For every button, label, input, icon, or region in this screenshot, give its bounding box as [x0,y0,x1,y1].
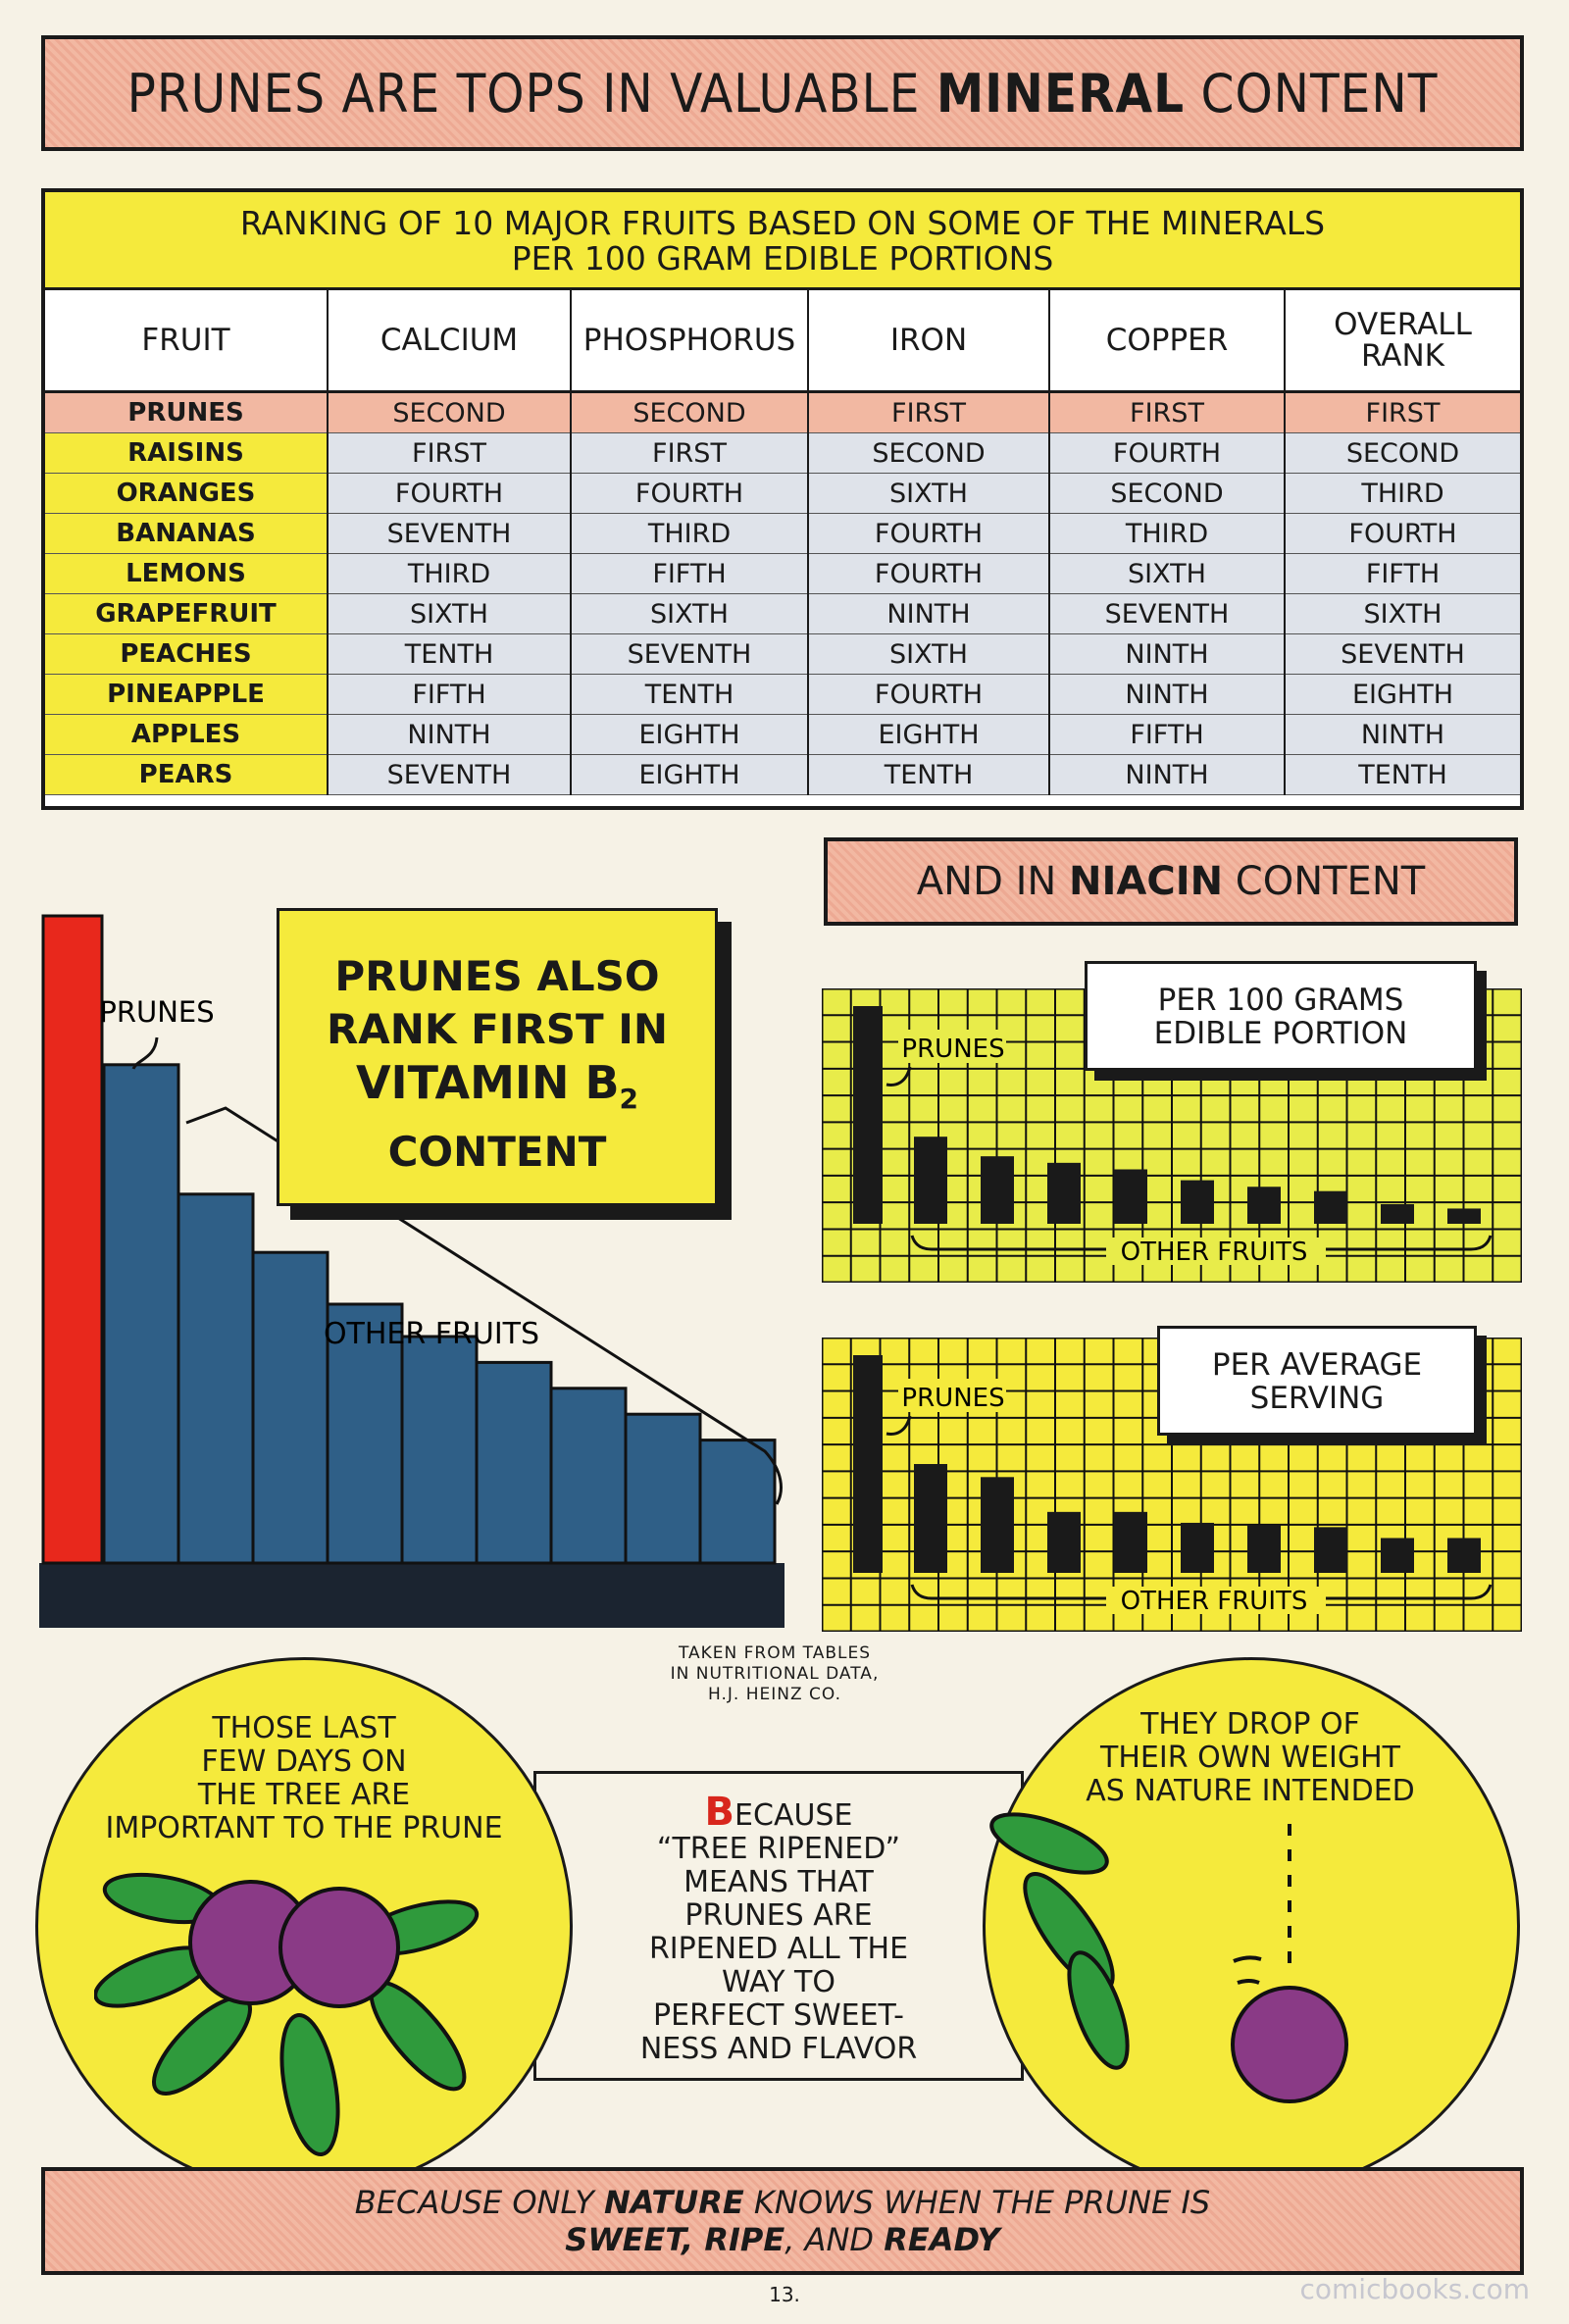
ranking-table [41,188,1524,810]
rank-cell: FOURTH [808,514,1049,554]
bar-prunes [43,916,102,1563]
footer-text: , AND [784,2221,885,2258]
bar-other-fruit [914,1137,947,1224]
niacin-text-end: CONTENT [1223,859,1426,904]
rank-cell: THIRD [1285,474,1520,514]
bubble-line: FEW DAYS ON [201,1744,407,1779]
source-note [628,1643,922,1705]
rank-cell: FIFTH [571,554,808,594]
rank-cell: TENTH [1285,755,1520,795]
b2-callout [277,908,718,1206]
bar-other-fruit [1181,1181,1214,1224]
rank-cell: NINTH [1049,675,1285,715]
rank-cell: FOURTH [1285,514,1520,554]
rank-cell: SEVENTH [328,514,571,554]
bar-other-fruit [914,1464,947,1573]
bar-prunes [853,1355,883,1573]
page-number: 13. [769,2283,800,2306]
chart-title: PER AVERAGE SERVING [1211,1347,1423,1416]
label-prunes: PRUNES [99,995,215,1029]
rank-cell: FIRST [1285,392,1520,433]
drop-cap: B [704,1790,735,1835]
rank-cell: NINTH [328,715,571,755]
niacin-label-serving [1157,1326,1477,1436]
rank-cell: THIRD [328,554,571,594]
rank-cell: SIXTH [571,594,808,634]
footer-bold: SWEET, RIPE [565,2221,785,2258]
center-line: MEANS THAT [683,1865,874,1899]
bar-other-fruit [1447,1538,1481,1573]
bar-other-fruit [253,1252,328,1563]
bar-other-fruit [1247,1525,1281,1573]
bar-other-fruit [981,1477,1014,1573]
callout-line: VITAMIN B [355,1056,620,1109]
bubble-line: THOSE LAST [212,1711,396,1745]
label-prunes: PRUNES [901,1035,1005,1064]
table-row [45,554,1520,594]
center-line: PRUNES ARE [684,1898,873,1933]
bubble-line: THE TREE ARE [197,1778,411,1812]
table-row [45,433,1520,474]
footer-line-1 [355,2184,1210,2221]
niacin-text: AND IN [916,859,1070,904]
rank-cell: SECOND [808,433,1049,474]
fruit-cell: PRUNES [45,392,328,433]
rank-cell: THIRD [571,514,808,554]
table-row [45,675,1520,715]
center-line: RIPENED ALL THE [648,1932,909,1966]
rank-cell: FOURTH [571,474,808,514]
chart-title: PER 100 GRAMS EDIBLE PORTION [1153,983,1408,1051]
rank-cell: FIRST [808,392,1049,433]
label-other-fruits: OTHER FRUITS [323,1317,540,1351]
label-prunes: PRUNES [901,1384,1005,1413]
rank-cell: SIXTH [808,634,1049,675]
chart-base [39,1563,784,1628]
bubble-line: THEY DROP OF [1140,1707,1360,1742]
rank-cell: EIGHTH [571,715,808,755]
prunes-on-branch-illustration [94,1849,545,2173]
falling-prune-illustration [981,1804,1392,2128]
table-row [45,594,1520,634]
table-row [45,474,1520,514]
source-line: IN NUTRITIONAL DATA, [670,1664,880,1684]
fruit-cell: BANANAS [45,514,328,554]
bar-other-fruit [1047,1512,1081,1573]
fruit-cell: RAISINS [45,433,328,474]
bar-other-fruit [1114,1512,1147,1573]
rank-cell: FIFTH [1049,715,1285,755]
column-header: COPPER [1049,290,1285,392]
rank-cell: FIRST [571,433,808,474]
center-line: “TREE RIPENED” [656,1832,901,1866]
niacin-bold: NIACIN [1069,859,1224,904]
source-line: H.J. HEINZ CO. [708,1685,841,1704]
rank-cell: SEVENTH [571,634,808,675]
footer-text: KNOWS WHEN THE PRUNE IS [743,2184,1211,2221]
column-header: IRON [808,290,1049,392]
table-row [45,634,1520,675]
rank-cell: FOURTH [808,675,1049,715]
bubble-line: AS NATURE INTENDED [1086,1774,1415,1808]
center-line: WAY TO [721,1965,835,1999]
fruit-cell: PEACHES [45,634,328,675]
bar-other-fruit [178,1194,253,1563]
rank-cell: SEVENTH [1285,634,1520,675]
bubble-line: THEIR OWN WEIGHT [1100,1741,1400,1775]
fruit-cell: GRAPEFRUIT [45,594,328,634]
center-line: PERFECT SWEET- [653,1998,904,2033]
callout-vitamin [279,1056,715,1126]
bar-other-fruit [1114,1170,1147,1225]
fruit-cell: ORANGES [45,474,328,514]
rank-cell: FIFTH [328,675,571,715]
table-caption [45,192,1520,290]
fruit-cell: LEMONS [45,554,328,594]
center-text-box [533,1771,1024,2081]
label-other-fruits: OTHER FRUITS [1120,1587,1308,1616]
rank-cell: NINTH [808,594,1049,634]
niacin-label-100g [1085,961,1477,1071]
column-header: OVERALL RANK [1285,290,1520,392]
bar-other-fruit [1447,1208,1481,1224]
bar-other-fruit [1381,1204,1414,1224]
center-first-line [536,1790,1021,1835]
page-title [127,63,1439,125]
rank-cell: NINTH [1049,755,1285,795]
bar-other-fruit [1314,1191,1347,1224]
footer-text: BECAUSE ONLY [354,2184,604,2221]
source-line: TAKEN FROM TABLES [678,1643,872,1663]
bar-other-fruit [1047,1163,1081,1224]
table-row [45,755,1520,795]
ranking-grid [45,290,1520,795]
rank-cell: SECOND [571,392,808,433]
footer-bold: READY [884,2221,1000,2258]
rank-cell: EIGHTH [571,755,808,795]
rank-cell: EIGHTH [1285,675,1520,715]
header-banner [41,35,1524,151]
bar-other-fruit [477,1362,551,1563]
rank-cell: SIXTH [328,594,571,634]
rank-cell: NINTH [1049,634,1285,675]
center-line: ECAUSE [734,1798,853,1833]
bar-other-fruit [1181,1523,1214,1573]
rank-cell: SEVENTH [328,755,571,795]
label-other-fruits: OTHER FRUITS [1120,1238,1308,1267]
bar-other-fruit [551,1389,626,1563]
bar-other-fruit [1381,1538,1414,1573]
callout-line: RANK FIRST IN [326,1005,669,1053]
bar-other-fruit [626,1414,700,1563]
rank-cell: SECOND [328,392,571,433]
bar-other-fruit [981,1156,1014,1224]
center-line: NESS AND FLAVOR [639,2032,918,2066]
rank-cell: SEVENTH [1049,594,1285,634]
rank-cell: EIGHTH [808,715,1049,755]
rank-cell: FIRST [1049,392,1285,433]
fruit-cell: PEARS [45,755,328,795]
footer-line-2 [565,2221,999,2258]
table-row [45,715,1520,755]
watermark: comicbooks.com [1299,2273,1530,2305]
caption-line: RANKING OF 10 MAJOR FRUITS BASED ON SOME OF THE MINERALS [239,204,1326,242]
rank-cell: SECOND [1285,433,1520,474]
rank-cell: TENTH [328,634,571,675]
fruit-cell: APPLES [45,715,328,755]
niacin-banner [824,837,1518,926]
title-text: PRUNES ARE TOPS IN VALUABLE [127,62,936,125]
rank-cell: TENTH [808,755,1049,795]
rank-cell: SIXTH [1285,594,1520,634]
footer-bold: NATURE [603,2184,744,2221]
rank-cell: SECOND [1049,474,1285,514]
bar-other-fruit [1247,1187,1281,1224]
bar-other-fruit [1314,1527,1347,1573]
callout-line: CONTENT [387,1128,607,1177]
bar-other-fruit [700,1440,775,1563]
fruit-cell: PINEAPPLE [45,675,328,715]
footer-banner [41,2167,1524,2275]
rank-cell: FIFTH [1285,554,1520,594]
bar-other-fruit [104,1065,178,1563]
bar-prunes [853,1006,883,1224]
bubble-line: IMPORTANT TO THE PRUNE [105,1811,503,1845]
rank-cell: FOURTH [1049,433,1285,474]
bar-other-fruit [402,1337,477,1563]
rank-cell: TENTH [571,675,808,715]
rank-cell: THIRD [1049,514,1285,554]
table-row [45,514,1520,554]
table-row [45,392,1520,433]
column-header: PHOSPHORUS [571,290,808,392]
column-header: CALCIUM [328,290,571,392]
rank-cell: FOURTH [328,474,571,514]
rank-cell: FIRST [328,433,571,474]
rank-cell: SIXTH [808,474,1049,514]
rank-cell: SIXTH [1049,554,1285,594]
caption-line: PER 100 GRAM EDIBLE PORTIONS [511,239,1054,278]
rank-cell: NINTH [1285,715,1520,755]
left-bubble-text [78,1712,530,1845]
callout-sub: 2 [619,1083,639,1116]
column-header: FRUIT [45,290,328,392]
title-text-end: CONTENT [1185,62,1439,125]
niacin-title [917,859,1425,904]
rank-cell: FOURTH [808,554,1049,594]
title-bold: MINERAL [936,62,1186,125]
right-bubble-text [1030,1708,1471,1808]
callout-line: PRUNES ALSO [334,952,660,1000]
